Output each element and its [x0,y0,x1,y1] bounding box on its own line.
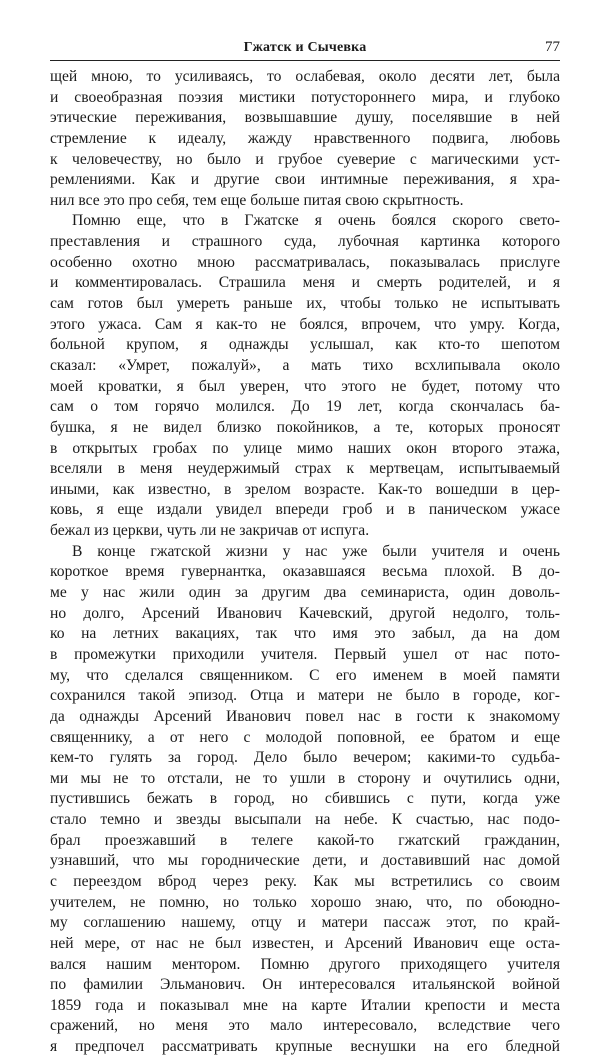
paragraph [50,67,560,211]
text-line: ковь, я еще издали увидел впереди гроб и в паническом ужасе [50,501,560,519]
text-line: больной крупом, я однажды услышал, как кто-то шепотом [50,336,560,354]
text-line: стало темно и звезды высыпали на небе. К счастью, нас подо- [50,811,560,829]
text-line: сохранился такой эпизод. Отца и матери не было в городе, ког- [50,687,560,705]
text-line: вселяли в меня неудержимый страх к мертвецам, испытываемый [50,460,560,478]
text-line: му соглашению нашему, отцу и матери пассаж этот, по край- [50,914,560,932]
book-page [50,38,560,1058]
text-line: бежал из церкви, чуть ли не закричав от испуга. [50,522,370,540]
text-line: ремлениями. Как и другие свои интимные переживания, я хра- [50,171,560,189]
text-line: особенно охотно мною рассматривалась, показывалась прислуге [50,253,560,271]
text-line: му, что сделался священником. С его именем в моей памяти [50,666,560,684]
page-number: 77 [545,39,560,55]
text-line: 1859 года и показывал мне на карте Италии крепости и места [50,996,560,1014]
text-line: бушка, я не видел близко покойников, а те, которых проносят [50,418,560,436]
text-line: да однажды Арсений Иванович повел нас в гости к знакомому [50,707,560,725]
text-line: нил все это про себя, тем еще больше питая свою скрытность. [50,191,464,209]
text-line: сражений, но меня это мало интересовало, вследствие чего [50,1017,560,1035]
paragraph [50,211,560,541]
text-line: ко на летних вакациях, так что имя это забыл, да на дом [50,625,560,643]
text-line: в открытых гробах по улице мимо наших окон второго этажа, [50,439,560,457]
body-text [50,67,560,1058]
text-line: короткое время гувернантка, оказавшаяся весьма плохой. В до- [50,563,560,581]
text-line: к человечеству, но было и грубое суеверие с магическими уст- [50,150,560,168]
text-line: кем-то гулять за город. Дело было вечером; какими-то судьба- [50,749,560,767]
text-line: сам о том горячо молился. До 19 лет, когда скончалась ба- [50,398,560,416]
text-line: узнавший, что мы городнические дети, и доставивший нас домой [50,852,560,870]
text-line: брал проезжавший в телеге какой-то гжатский гражданин, [50,831,560,849]
text-line: учителем, не помню, но только хорошо знаю, что, по обоюдно- [50,893,560,911]
text-line: В конце гжатской жизни у нас уже были учителя и очень [72,542,560,560]
text-line: Помню еще, что в Гжатске я очень боялся скорого свето- [72,212,560,230]
text-line: с переездом вброд через реку. Как мы встретились со своим [50,872,560,890]
text-line: иными, как известно, в зрелом возрасте. Как-то вошедши в цер- [50,480,560,498]
text-line: в промежутки приходили учителя. Первый ушел от нас пото- [50,645,560,663]
text-line: ми мы не то отстали, не то ушли в сторону и очутились одни, [50,769,560,787]
text-line: и комментировалась. Страшила меня и смерть родителей, и я [50,274,560,292]
text-line: ме у нас жили один за другим два семинариста, один доволь- [50,584,560,602]
text-line: сам готов был умереть раньше их, чтобы только не испытывать [50,295,560,313]
text-line: преставления и страшного суда, лубочная картинка которого [50,233,560,251]
text-line: моей кроватки, я был уверен, что этого не будет, потому что [50,377,560,395]
paragraph [50,542,560,1058]
text-line: вался нашим ментором. Помню другого приходящего учителя [50,955,560,973]
text-line: но долго, Арсений Иванович Качевский, другой недолго, толь- [50,604,560,622]
text-line: по фамилии Эльманович. Он интересовался итальянской войной [50,976,560,994]
running-head [50,38,560,61]
text-line: сказал: «Умрет, пожалуй», а мать тихо всхлипывала около [50,356,560,374]
chapter-title: Гжатск и Сычевка [243,40,367,55]
text-line: этические переживания, возвышавшие душу, поселявшие в ней [50,109,560,127]
text-line: этого ужаса. Сам я как-то не боялся, впрочем, что умру. Когда, [50,315,560,333]
text-line: пустившись бежать в город, но сбившись с пути, когда уже [50,790,560,808]
text-line: щей мною, то усиливаясь, то ослабевая, около десяти лет, была [50,68,560,85]
text-line: и своеобразная поэзия мистики потустороннего мира, и глубоко [50,88,560,106]
text-line: я предпочел рассматривать крупные веснушки на его бледной [50,1038,560,1056]
text-line: стремление к идеалу, жажду нравственного подвига, любовь [50,129,560,147]
text-line: ней мере, от нас не был известен, и Арсений Иванович еще оста- [50,934,560,952]
text-line: священнику, а от него с молодой поповной, ее братом и еще [50,728,560,746]
